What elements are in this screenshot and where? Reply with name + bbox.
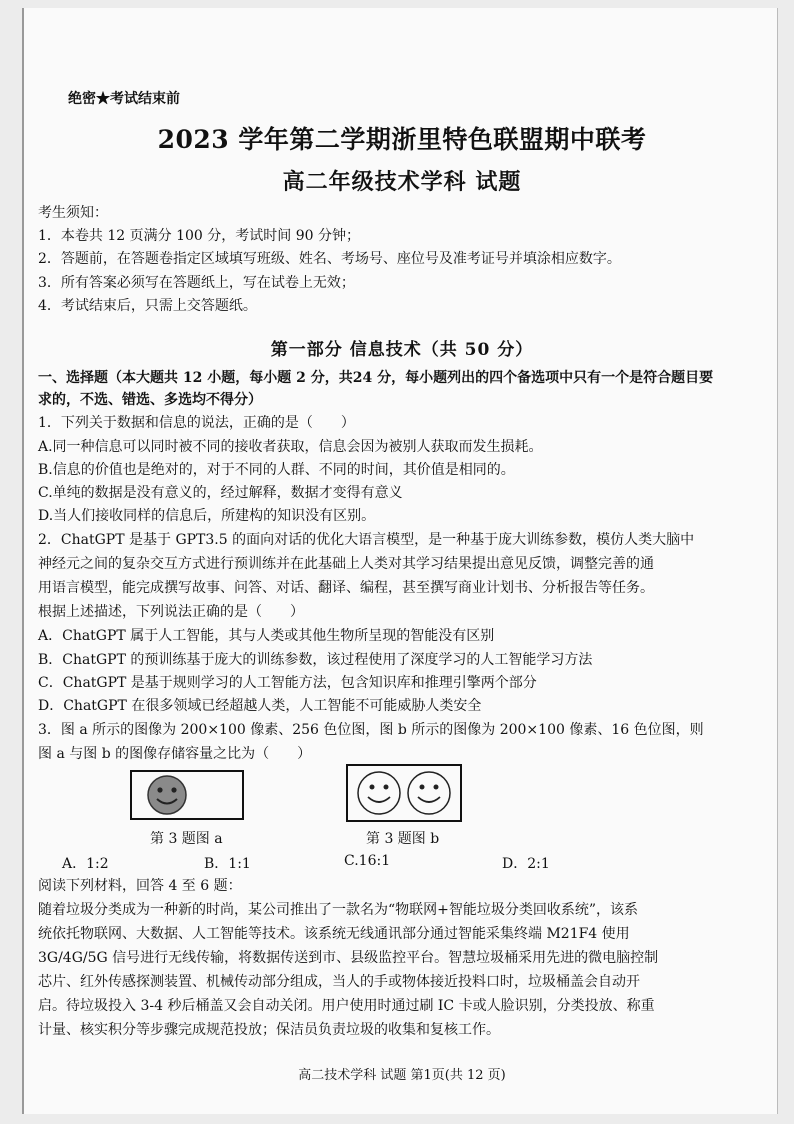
reading-line: 3G/4G/5G 信号进行无线传输，将数据传送到市、县级监控平台。智慧垃圾桶采用先进的微电脑控制	[38, 950, 659, 966]
section-instruction: 一、选择题（本大题共 12 小题，每小题 2 分，共24 分，每小题列出的四个备选项中只有一个是符合题目要	[38, 370, 714, 386]
confidential-mark: 绝密★考试结束前	[68, 91, 180, 107]
question-3-option-d: D．2:1	[502, 856, 550, 872]
question-2-option-b: B．ChatGPT 的预训练基于庞大的训练参数，该过程使用了深度学习的人工智能学习方法	[38, 652, 593, 668]
exam-subtitle: 高二年级技术学科 试题	[282, 169, 522, 195]
two-smiley-icon	[348, 766, 460, 820]
question-3-option-b: B．1:1	[204, 856, 251, 872]
notice-item: 4．考试结束后，只需上交答题纸。	[38, 298, 257, 314]
figure-b	[346, 764, 462, 822]
question-1-option-b: B.信息的价值也是绝对的，对于不同的人群、不同的时间，其价值是相同的。	[38, 462, 515, 478]
figure-b-caption: 第 3 题图 b	[366, 831, 440, 847]
question-3-stem: 图 a 与图 b 的图像存储容量之比为（ ）	[38, 746, 312, 762]
question-3-option-c: C.16:1	[344, 853, 391, 869]
question-1-option-a: A.同一种信息可以同时被不同的接收者获取，信息会因为被别人获取而发生损耗。	[38, 439, 543, 455]
notice-item: 2．答题前，在答题卷指定区域填写班级、姓名、考场号、座位号及准考证号并填涂相应数字。	[38, 251, 621, 267]
question-2-stem: 根据上述描述，下列说法正确的是（ ）	[38, 604, 304, 620]
reading-line: 计量、核实积分等步骤完成规范投放；保洁员负责垃圾的收集和复核工作。	[38, 1022, 500, 1038]
exam-title: 2023 学年第二学期浙里特色联盟期中联考	[157, 125, 647, 154]
reading-line: 芯片、红外传感探测装置、机械传动部分组成，当人的手或物体接近投料口时，垃圾桶盖会自动开	[38, 974, 640, 990]
question-2-stem: 用语言模型，能完成撰写故事、问答、对话、翻译、编程，甚至撰写商业计划书、分析报告等任务。	[38, 580, 654, 596]
question-2-option-d: D．ChatGPT 在很多领域已经超越人类，人工智能不可能威胁人类安全	[38, 698, 482, 714]
exam-page	[22, 8, 778, 1114]
figure-a-caption: 第 3 题图 a	[150, 831, 223, 847]
question-3-option-a: A．1:2	[62, 856, 109, 872]
notice-item: 1．本卷共 12 页满分 100 分，考试时间 90 分钟；	[38, 228, 360, 244]
question-2-stem: 2．ChatGPT 是基于 GPT3.5 的面向对话的优化大语言模型，是一种基于庞大训练参数，模仿人类大脑中	[38, 532, 695, 548]
question-2-option-a: A．ChatGPT 属于人工智能，其与人类或其他生物所呈现的智能没有区别	[38, 628, 495, 644]
figure-a	[130, 770, 244, 820]
question-1-option-c: C.单纯的数据是没有意义的，经过解释，数据才变得有意义	[38, 485, 403, 501]
page-footer: 高二技术学科 试题 第1页(共 12 页)	[298, 1068, 506, 1083]
notice-item: 3．所有答案必须写在答题纸上，写在试卷上无效；	[38, 275, 355, 291]
question-3-stem: 3．图 a 所示的图像为 200×100 像素、256 色位图，图 b 所示的图像为 200×100 像素、16 色位图，则	[38, 722, 704, 738]
grey-smiley-icon	[132, 772, 242, 818]
reading-intro: 阅读下列材料，回答 4 至 6 题：	[38, 878, 242, 894]
section-title: 第一部分 信息技术（共 50 分）	[270, 340, 534, 360]
reading-line: 统依托物联网、大数据、人工智能等技术。该系统无线通讯部分通过智能采集终端 M21F4 使用	[38, 926, 630, 942]
question-1-option-d: D.当人们接收同样的信息后，所建构的知识没有区别。	[38, 508, 376, 524]
question-2-stem: 神经元之间的复杂交互方式进行预训练并在此基础上人类对其学习结果提出意见反馈，调整完善的通	[38, 556, 654, 572]
reading-line: 随着垃圾分类成为一种新的时尚，某公司推出了一款名为“物联网+智能垃圾分类回收系统”，该系	[38, 902, 639, 918]
question-2-option-c: C．ChatGPT 是基于规则学习的人工智能方法，包含知识库和推理引擎两个部分	[38, 675, 537, 691]
section-instruction: 求的，不选、错选、多选均不得分）	[38, 392, 262, 408]
reading-line: 启。待垃圾投入 3-4 秒后桶盖又会自动关闭。用户使用时通过刷 IC 卡或人脸识别，分类投放、称重	[38, 998, 655, 1014]
notice-heading: 考生须知：	[38, 205, 108, 221]
question-1-stem: 1．下列关于数据和信息的说法，正确的是（ ）	[38, 415, 355, 431]
